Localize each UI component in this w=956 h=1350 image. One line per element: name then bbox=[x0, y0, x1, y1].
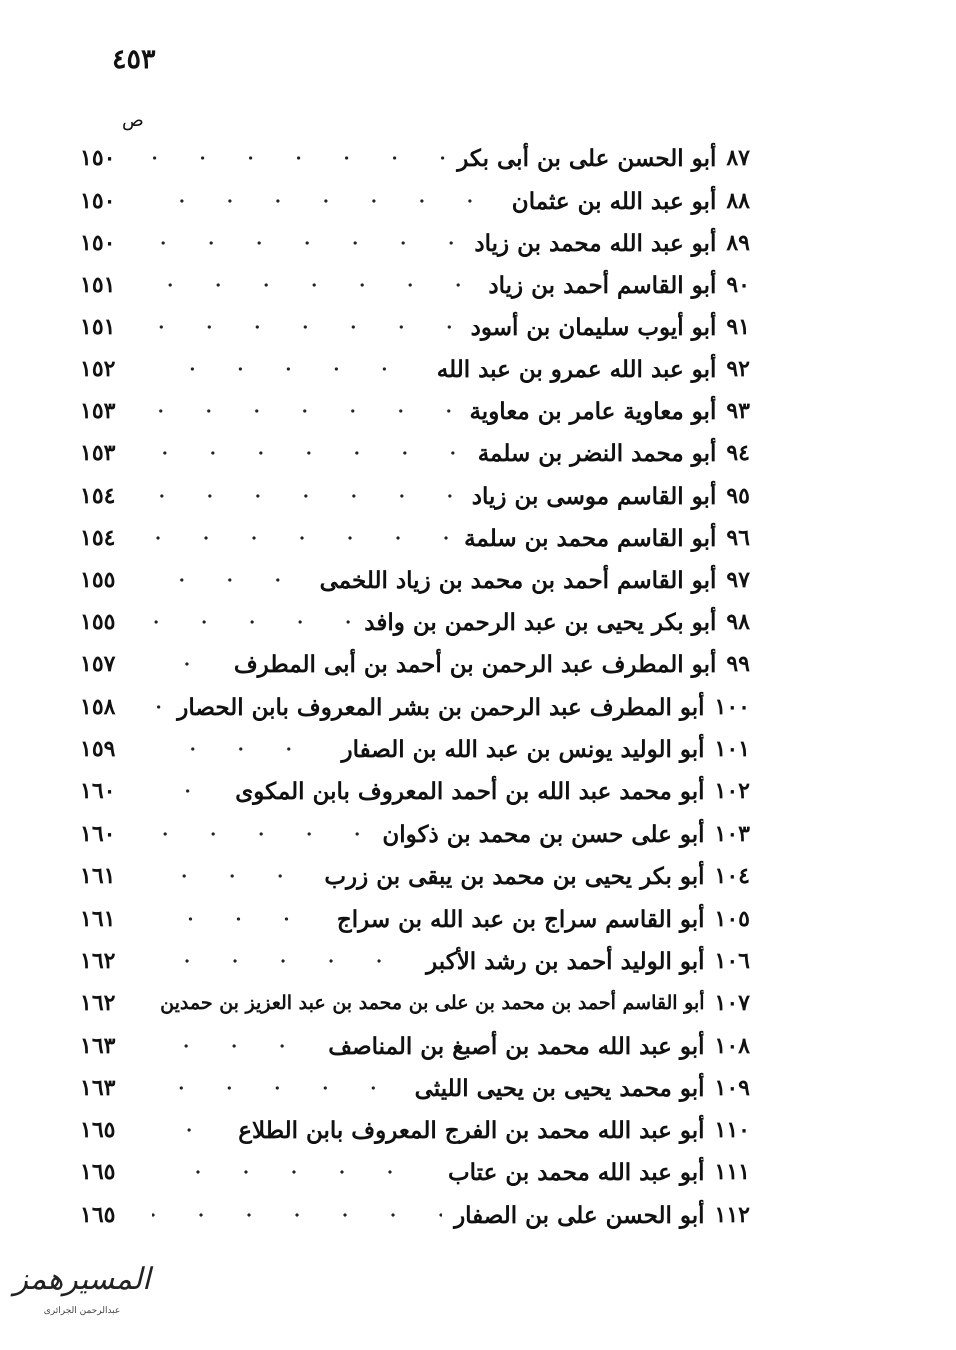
dot-leader bbox=[152, 494, 460, 498]
stamp-calligraphy: المسيرهمز bbox=[13, 1262, 151, 1297]
entry-page: ١٦٣ bbox=[80, 1033, 116, 1059]
entry-number: ١٠٥ bbox=[714, 906, 750, 932]
entry-page: ١٦٥ bbox=[80, 1202, 116, 1228]
toc-entry bbox=[80, 265, 750, 305]
entry-number: ٩٦ bbox=[726, 525, 750, 551]
dot-leader bbox=[152, 1044, 316, 1048]
entry-number: ١٠٠ bbox=[714, 694, 750, 720]
dot-leader bbox=[152, 662, 222, 666]
entry-page: ١٥٩ bbox=[80, 736, 116, 762]
entry-number: ٩٤ bbox=[726, 440, 750, 466]
toc-entry bbox=[80, 1152, 750, 1192]
entry-page: ١٦٠ bbox=[80, 821, 116, 847]
entry-number: ٩٥ bbox=[726, 483, 750, 509]
entry-page: ١٥٠ bbox=[80, 230, 116, 256]
library-stamp bbox=[12, 1262, 152, 1332]
entry-name: أبو بكر يحيى بن عبد الرحمن بن وافد bbox=[364, 608, 717, 636]
entry-name: أبو المطرف عبد الرحمن بن أحمد بن أبى المطرف bbox=[233, 650, 717, 678]
entry-page: ١٥٥ bbox=[80, 567, 116, 593]
entry-name: أبو معاوية عامر بن معاوية bbox=[469, 397, 717, 425]
dot-leader bbox=[152, 1128, 226, 1132]
entry-name: أبو محمد النضر بن سلمة bbox=[477, 439, 717, 467]
entry-number: ١٠٧ bbox=[714, 990, 750, 1016]
toc-entry bbox=[80, 307, 750, 347]
entry-name: أبو الحسن على بن أبى بكر bbox=[457, 144, 717, 172]
entry-number: ٨٩ bbox=[726, 230, 750, 256]
dot-leader bbox=[152, 874, 312, 878]
entry-number: ٨٨ bbox=[726, 188, 750, 214]
entry-page: ١٥٨ bbox=[80, 694, 116, 720]
entry-page: ١٥٤ bbox=[80, 525, 116, 551]
toc-entry bbox=[80, 433, 750, 473]
dot-leader bbox=[152, 1086, 403, 1090]
entry-name: أبو عبد الله محمد بن أصبغ بن المناصف bbox=[328, 1032, 705, 1060]
dot-leader bbox=[152, 1213, 442, 1217]
toc-entry bbox=[80, 729, 750, 769]
entry-name: أبو المطرف عبد الرحمن بن بشر المعروف بابن الحصار bbox=[177, 693, 705, 721]
toc-entry bbox=[80, 687, 750, 727]
toc-entry bbox=[80, 814, 750, 854]
entry-name: أبو بكر يحيى بن محمد بن يبقى بن زرب bbox=[324, 862, 705, 890]
entry-page: ١٥١ bbox=[80, 272, 116, 298]
dot-leader bbox=[152, 367, 425, 371]
dot-leader bbox=[152, 705, 165, 709]
entry-page: ١٥٥ bbox=[80, 609, 116, 635]
entry-page: ١٥٤ bbox=[80, 483, 116, 509]
toc-entry bbox=[80, 518, 750, 558]
entry-name: أبو عبد الله محمد بن الفرج المعروف بابن الطلاع bbox=[238, 1116, 705, 1144]
dot-leader bbox=[152, 325, 459, 329]
entry-page: ١٦٥ bbox=[80, 1159, 116, 1185]
toc-entry bbox=[80, 1068, 750, 1108]
toc-entry bbox=[80, 941, 750, 981]
toc-entry bbox=[80, 1195, 750, 1235]
entry-name: أبو محمد يحيى بن يحيى الليثى bbox=[414, 1074, 705, 1102]
dot-leader bbox=[152, 789, 223, 793]
entry-name: أبو محمد عبد الله بن أحمد المعروف بابن المكوى bbox=[235, 777, 705, 805]
dot-leader bbox=[152, 959, 414, 963]
entry-page: ١٥٧ bbox=[80, 651, 116, 677]
entry-name: أبو القاسم أحمد بن محمد بن على بن محمد بن عبد العزيز بن حمدين bbox=[160, 992, 705, 1014]
entry-number: ١٠٩ bbox=[714, 1075, 750, 1101]
entry-page: ١٥٠ bbox=[80, 145, 116, 171]
toc-entry bbox=[80, 560, 750, 600]
entry-name: أبو القاسم محمد بن سلمة bbox=[464, 524, 717, 552]
entry-number: ٩٠ bbox=[726, 272, 750, 298]
dot-leader bbox=[152, 156, 445, 160]
entry-number: ١٠٦ bbox=[714, 948, 750, 974]
entry-number: ١٠١ bbox=[714, 736, 750, 762]
entry-name: أبو عبد الله محمد بن زياد bbox=[474, 229, 717, 257]
entry-number: ١١٢ bbox=[714, 1202, 750, 1228]
entry-number: ١١١ bbox=[714, 1159, 750, 1185]
stamp-subtitle: عبدالرحمن الجرائرى bbox=[43, 1306, 121, 1316]
toc-entry bbox=[80, 391, 750, 431]
entry-name: أبو أيوب سليمان بن أسود bbox=[470, 313, 717, 341]
toc-entry bbox=[80, 223, 750, 263]
dot-leader bbox=[152, 536, 452, 540]
entry-name: أبو عبد الله محمد بن عتاب bbox=[447, 1158, 705, 1186]
entry-page: ١٥٢ bbox=[80, 356, 116, 382]
toc-entry bbox=[80, 644, 750, 684]
dot-leader bbox=[152, 1170, 436, 1174]
entry-page: ١٦٥ bbox=[80, 1117, 116, 1143]
entry-name: أبو عبد الله عمرو بن عبد الله bbox=[436, 355, 717, 383]
entry-page: ١٦٣ bbox=[80, 1075, 116, 1101]
dot-leader bbox=[152, 917, 325, 921]
entry-page: ١٦٢ bbox=[80, 990, 116, 1016]
entry-name: أبو القاسم أحمد بن محمد بن زياد اللخمى bbox=[319, 566, 717, 594]
entry-name: أبو القاسم سراج بن عبد الله بن سراج bbox=[336, 905, 705, 933]
dot-leader bbox=[152, 620, 352, 624]
entry-number: ١٠٨ bbox=[714, 1033, 750, 1059]
entry-page: ١٦١ bbox=[80, 863, 116, 889]
page-number: ٤٥٣ bbox=[112, 44, 156, 75]
entry-number: ٩٢ bbox=[726, 356, 750, 382]
toc-entry bbox=[80, 602, 750, 642]
entry-number: ٩٨ bbox=[726, 609, 750, 635]
dot-leader bbox=[152, 578, 308, 582]
entry-name: أبو الوليد يونس بن عبد الله بن الصفار bbox=[341, 735, 705, 763]
entry-page: ١٦٢ bbox=[80, 948, 116, 974]
entry-number: ٩١ bbox=[726, 314, 750, 340]
dot-leader bbox=[152, 283, 476, 287]
entry-page: ١٥٣ bbox=[80, 440, 116, 466]
entry-number: ١٠٣ bbox=[714, 821, 750, 847]
entry-page: ١٥٣ bbox=[80, 398, 116, 424]
entry-page: ١٥٠ bbox=[80, 188, 116, 214]
entry-number: ١٠٢ bbox=[714, 778, 750, 804]
entry-page: ١٦٠ bbox=[80, 778, 116, 804]
page-column-header: ص bbox=[122, 110, 144, 131]
dot-leader bbox=[152, 832, 370, 836]
toc-entry bbox=[80, 181, 750, 221]
entry-name: أبو الحسن على بن الصفار bbox=[454, 1201, 705, 1229]
toc-entry bbox=[80, 476, 750, 516]
entry-name: أبو القاسم موسى بن زياد bbox=[471, 482, 717, 510]
entry-number: ١٠٤ bbox=[714, 863, 750, 889]
dot-leader bbox=[152, 451, 466, 455]
entry-number: ٩٣ bbox=[726, 398, 750, 424]
toc-entry bbox=[80, 771, 750, 811]
dot-leader bbox=[152, 747, 330, 751]
entry-number: ٨٧ bbox=[726, 145, 750, 171]
entry-page: ١٥١ bbox=[80, 314, 116, 340]
entry-number: ٩٧ bbox=[726, 567, 750, 593]
toc-entry bbox=[80, 983, 750, 1023]
entry-name: أبو الوليد أحمد بن رشد الأكبر bbox=[426, 947, 705, 975]
entry-name: أبو على حسن بن محمد بن ذكوان bbox=[382, 820, 705, 848]
toc-entry bbox=[80, 138, 750, 178]
toc-entry bbox=[80, 856, 750, 896]
entry-name: أبو عبد الله بن عثمان bbox=[511, 187, 717, 215]
entry-number: ١١٠ bbox=[714, 1117, 750, 1143]
toc-entry bbox=[80, 1110, 750, 1150]
toc-entry bbox=[80, 1026, 750, 1066]
toc-entry bbox=[80, 899, 750, 939]
dot-leader bbox=[152, 409, 457, 413]
entry-name: أبو القاسم أحمد بن زياد bbox=[488, 271, 717, 299]
dot-leader bbox=[152, 241, 462, 245]
entry-number: ٩٩ bbox=[726, 651, 750, 677]
dot-leader bbox=[152, 199, 500, 203]
entry-page: ١٦١ bbox=[80, 906, 116, 932]
toc-entry bbox=[80, 349, 750, 389]
